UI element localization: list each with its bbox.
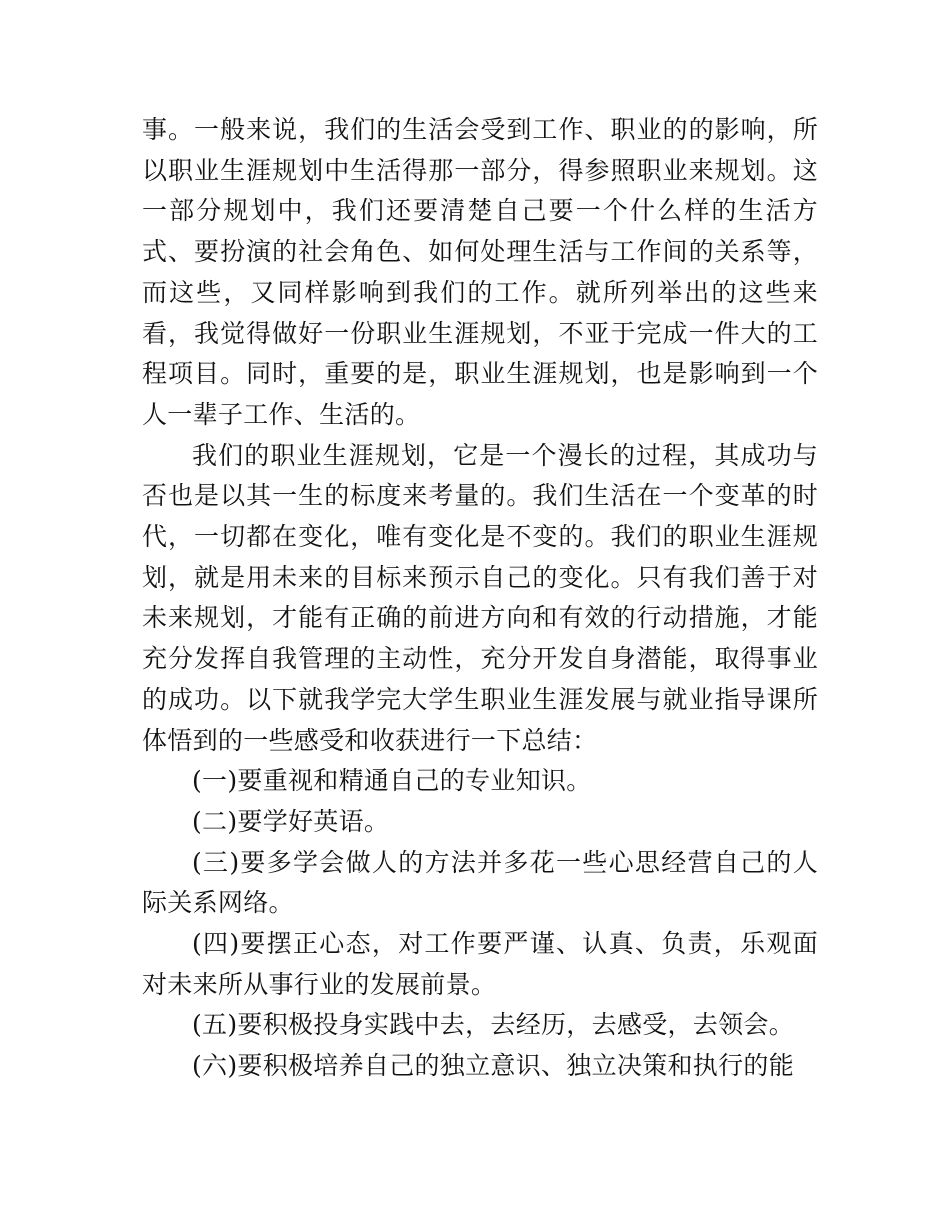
document-body [142,110,818,1087]
paragraph-career-planning: 我们的职业生涯规划，它是一个漫长的过程，其成功与否也是以其一生的标度来考量的。我们生活在一个变革的时代，一切都在变化，唯有变化是不变的。我们的职业生涯规划，就是用未来的目标来预示自己的变化。只有我们善于对未来规划，才能有正确的前进方向和有效的行动措施，才能充分发挥自我管理的主动性，充分开发自身潜能，取得事业的成功。以下就我学完大学生职业生涯发展与就业指导课所体悟到的一些感受和收获进行一下总结： [142,440,818,755]
list-item-1: (一)要重视和精通自己的专业知识。 [192,766,592,796]
list-item-5: (五)要积极投身实践中去，去经历，去感受，去领会。 [192,1010,795,1040]
list-item-3: (三)要多学会做人的方法并多花一些心思经营自己的人际关系网络。 [142,847,818,918]
paragraph-continuation: 事。一般来说，我们的生活会受到工作、职业的的影响，所以职业生涯规划中生活得那一部分，得参照职业来规划。这一部分规划中，我们还要清楚自己要一个什么样的生活方式、要扮演的社会角色、如何处理生活与工作间的关系等，而这些，又同样影响到我们的工作。就所列举出的这些来看，我觉得做好一份职业生涯规划，不亚于完成一件大的工程项目。同时，重要的是，职业生涯规划，也是影响到一个人一辈子工作、生活的。 [142,115,818,429]
list-item-2: (二)要学好英语。 [192,806,390,836]
list-item-4: (四)要摆正心态，对工作要严谨、认真、负责，乐观面对未来所从事行业的发展前景。 [142,929,818,999]
list-item-6: (六)要积极培养自己的独立意识、独立决策和执行的能 [192,1051,795,1081]
